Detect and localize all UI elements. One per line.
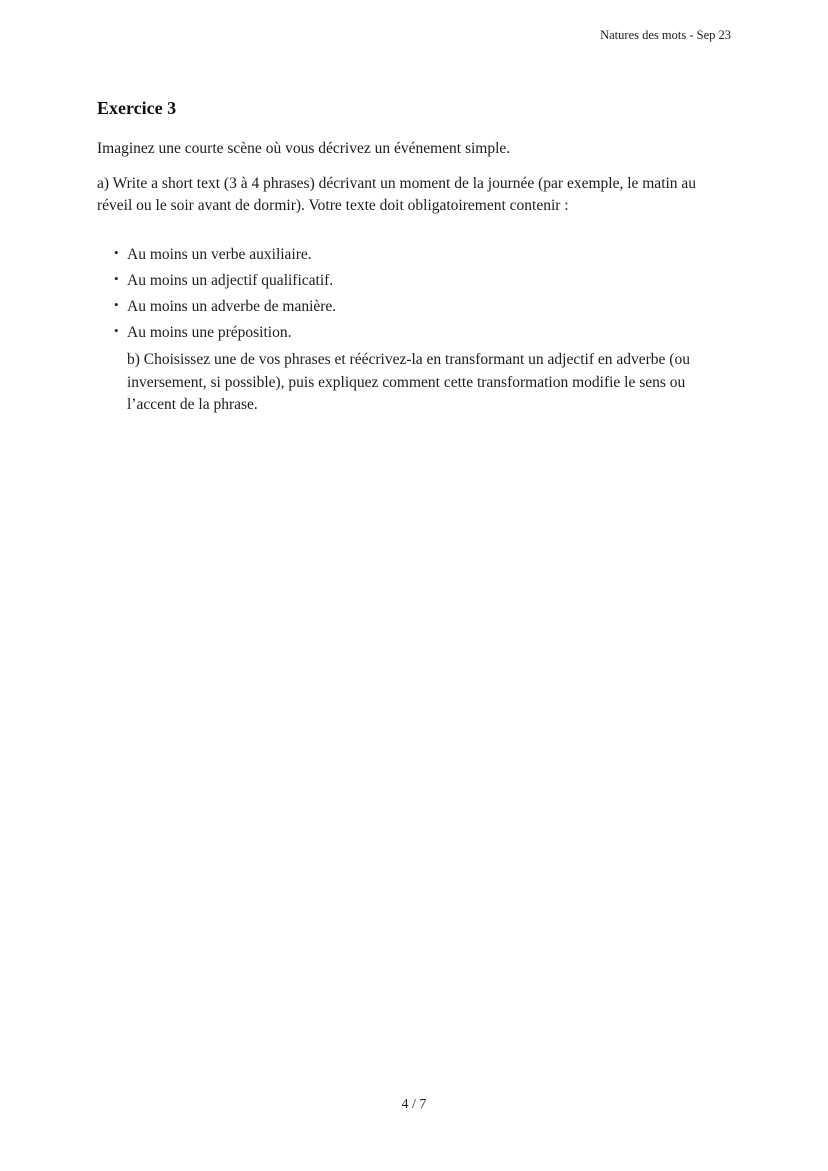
list-item-text: Au moins un adjectif qualificatif. (127, 271, 334, 289)
part-a-paragraph: a) Write a short text (3 à 4 phrases) décrivant un moment de la journée (par exemple, le matin au réveil ou le soir avant de dormir). Votre texte doit obligatoirement contenir : (97, 174, 697, 214)
list-item-text: Au moins une préposition. (127, 324, 292, 342)
bullet-icon: • (114, 296, 119, 312)
document-header: Natures des mots - Sep 23 (600, 28, 731, 42)
list-item (114, 244, 731, 265)
exercise-title: Exercice 3 (97, 98, 177, 118)
intro-paragraph: Imaginez une courte scène où vous décrivez un événement simple. (97, 139, 511, 157)
list-item (114, 296, 731, 317)
list-item-text: Au moins un verbe auxiliaire. (127, 245, 312, 263)
list-item (114, 323, 731, 343)
requirements-list (97, 245, 731, 344)
list-item (114, 270, 731, 291)
list-item-text: Au moins un adverbe de manière. (127, 297, 337, 315)
page-number: 4 / 7 (401, 1097, 427, 1112)
bullet-icon: • (114, 244, 119, 260)
bullet-icon: • (114, 270, 119, 286)
bullet-icon: • (114, 323, 119, 339)
part-b-paragraph: b) Choisissez une de vos phrases et réécrivez-la en transformant un adjectif en adverbe (ou inversement, si possible), puis expliquez comment cette transformation modifie le sens ou l’accent de la phrase. (127, 351, 690, 414)
